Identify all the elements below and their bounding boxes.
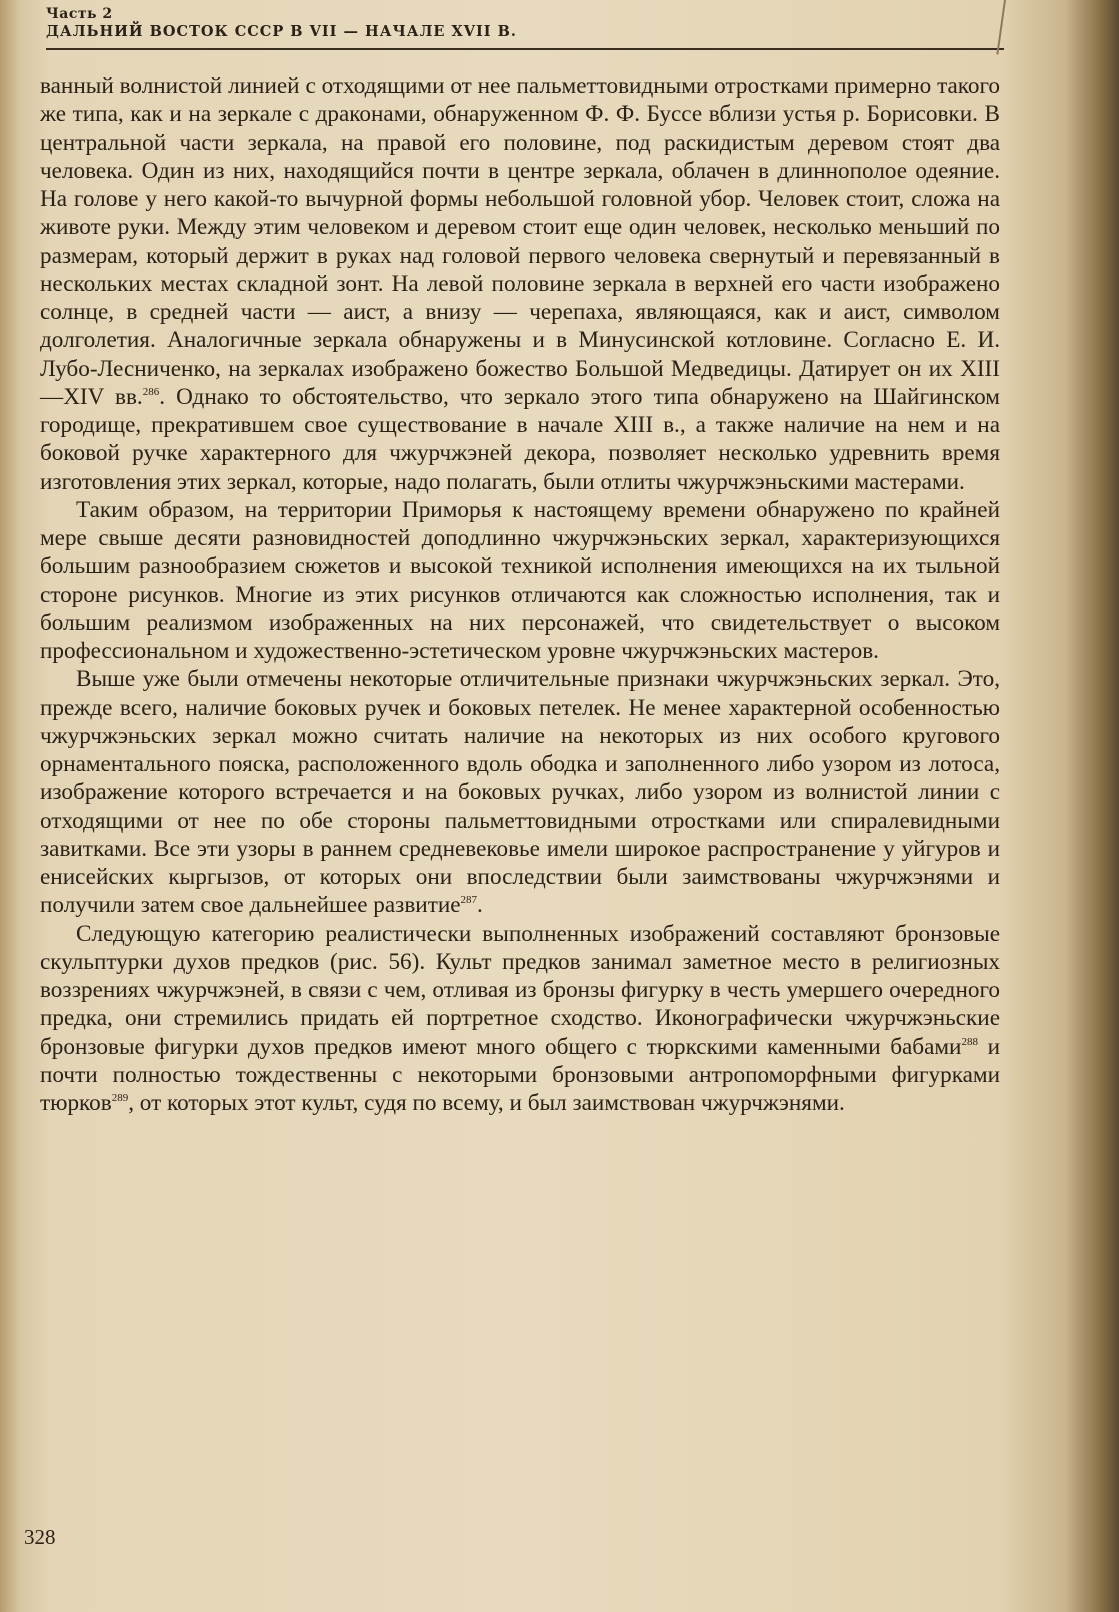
paragraph-1-text: ванный волнистой линией с отходящими от нее пальметтовидными отростками примерно такого же типа, как и на зеркале с драконами, обнаруженном Ф. Ф. Буссе вблизи устья р. Борисовки. В центральной части зеркала, на правой его половине, под раскидистым деревом стоят два человека. Один из них, находящийся почти в центре зеркала, облачен в длиннополое одеяние. На голове у него какой-то вычурной формы небольшой головной убор. Человек стоит, сложа на животе руки. Между этим человеком и деревом стоит еще один человек, несколько меньший по размерам, который держит в руках над головой первого человека свернутый и перевязанный в нескольких местах складной зонт. На левой половине зеркала в верхней его части изображено солнце, в средней части — аист, а внизу — черепаха, являющаяся, как и аист, символом долголетия. Аналогичные зеркала обнаружены и в Минусинской котловине. Согласно Е. И. Лубо-Лесниченко, на зеркалах изображено божество Большой Медведицы. Датирует он их XIII—XIV вв. (40, 73, 1000, 410)
paragraph-3 (40, 665, 1000, 919)
footnote-ref-288: 288 (961, 1035, 978, 1048)
paragraph-3-text: Выше уже были отмечены некоторые отличительные признаки чжурчжэньских зеркал. Это, прежде всего, наличие боковых ручек и боковых петелек. Не менее характерной особенностью чжурчжэньских зеркал можно считать наличие на некоторых из них особого кругового орнаментального пояска, расположенного вдоль ободка и заполненного либо узором из лотоса, изображение которого встречается и на боковых ручках, либо узором из волнистой линии с отходящими от нее по обе стороны пальметтовидными отростками или спиралевидными завитками. Все эти узоры в раннем средневековье имели широкое распространение у уйгуров и енисейских кыргызов, от которых они впоследствии были заимствованы чжурчжэнями и получили затем свое дальнейшее развитие (40, 666, 1000, 919)
header-title: ДАЛЬНИЙ ВОСТОК СССР В VII — НАЧАЛЕ XVII В. (46, 23, 517, 40)
paragraph-4 (40, 920, 1000, 1118)
paragraph-1 (40, 72, 1000, 496)
paragraph-4-text-b: и почти полностью тождественны с некоторыми бронзовыми антропоморфными фигурками тюрков (40, 1033, 1000, 1116)
paragraph-2: Таким образом, на территории Приморья к настоящему времени обнаружено по крайней мере свыше десяти разновидностей доподлинно чжурчжэньских зеркал, характеризующихся большим разнообразием сюжетов и высокой техникой исполнения имеющихся на их тыльной стороне рисунков. Многие из этих рисунков отличаются как сложностью исполнения, так и большим реализмом изображенных на них персонажей, что свидетельствует о высоком профессиональном и художественно-эстетическом уровне чжурчжэньских мастеров. (40, 496, 1000, 664)
running-header (46, 6, 1006, 40)
header-rule (46, 48, 1004, 50)
header-part: Часть 2 (46, 6, 113, 22)
paragraph-4-text-c: , от которых этот культ, судя по всему, и был заимствован чжурчжэнями. (128, 1090, 845, 1116)
footnote-ref-287: 287 (460, 894, 478, 907)
paragraph-3-text-end: . (477, 892, 483, 919)
paragraph-1-text-end: . Однако то обстоятельство, что зеркало этого типа обнаружено на Шайгинском городище, прекратившем свое существование в начале XIII в., а также наличие на нем и на боковой ручке характерного для чжурчжэней декора, позволяет несколько удревнить время изготовления этих зеркал, которые, надо полагать, были отлиты чжурчжэньскими мастерами. (40, 383, 1000, 495)
body-text (40, 72, 1000, 1117)
page-number: 328 (24, 1525, 56, 1549)
footnote-ref-289: 289 (111, 1092, 129, 1104)
footnote-ref-286: 286 (142, 385, 160, 398)
paragraph-4-text-a: Следующую категорию реалистически выполненных изображений составляют бронзовые скульптурки духов предков (рис. 56). Культ предков занимал заметное место в религиозных воззрениях чжурчжэней, в связи с чем, отливая из бронзы фигурку в честь умершего очередного предка, они стремились придать ей портретное сходство. Иконографически чжурчжэньские бронзовые фигурки духов предков имеют много общего с тюркскими каменными бабами (40, 920, 1000, 1060)
